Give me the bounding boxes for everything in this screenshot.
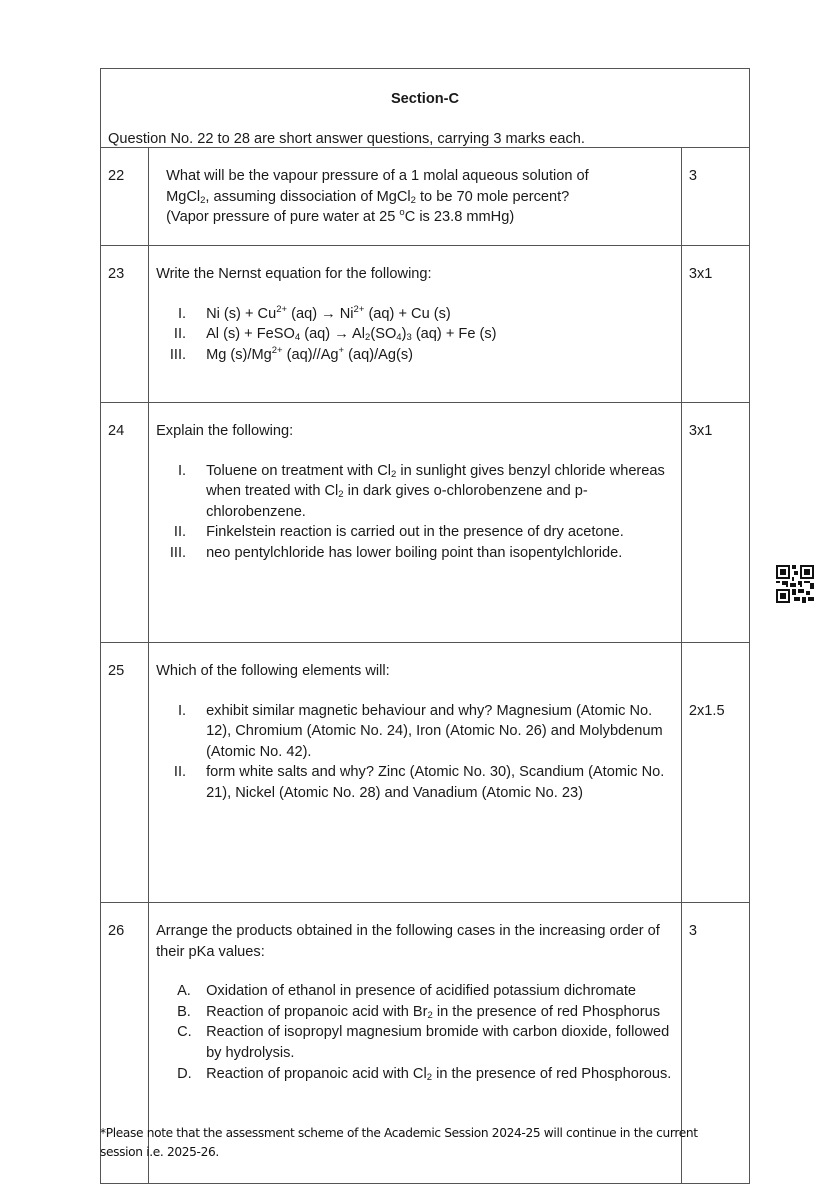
question-number: 24 — [101, 403, 149, 643]
sub-question-list — [156, 701, 675, 804]
question-marks: 3x1 — [681, 403, 749, 643]
sub-question: C. Reaction of isopropyl magnesium bromide with carbon dioxide, followed by hydrolysis. — [177, 1024, 670, 1061]
question-line: MgCl$_2$, assuming dissociation of MgCl$_2$ to be 70 mole percent? — [166, 188, 570, 206]
question-text — [149, 246, 682, 403]
sub-question: III. neo pentylchloride has lower boiling point than isopentylchloride. — [169, 544, 623, 561]
sub-question: II. Finkelstein reaction is carried out in the presence of dry acetone. — [173, 524, 624, 541]
question-row-24 — [101, 403, 750, 643]
question-stem: Which of the following elements will: — [156, 663, 390, 679]
question-line: What will be the vapour pressure of a 1 molal aqueous solution of — [166, 168, 589, 184]
question-row-25 — [101, 643, 750, 903]
question-marks: 3x1 — [681, 246, 749, 403]
question-stem: Write the Nernst equation for the following: — [156, 266, 432, 282]
section-instruction: Question No. 22 to 28 are short answer questions, carrying 3 marks each. — [108, 131, 585, 147]
question-stem: Explain the following: — [156, 423, 294, 439]
sub-question: I. Ni $(s) + Cu^{2+}$ $(aq) \to Ni^{2+}$ (aq) + Cu (s) — [177, 303, 451, 322]
arrow-icon: → — [334, 326, 349, 343]
sub-question: II. form white salts and why? Zinc (Atomic No. 30), Scandium (Atomic No. 21), Nickel (Atomic No. 28) and Vanadium (Atomic No. 23) — [173, 764, 665, 801]
question-number: 22 — [101, 148, 149, 246]
sub-question: I. exhibit similar magnetic behaviour and why? Magnesium (Atomic No. 12), Chromium (Atomic No. 24), Iron (Atomic No. 26) and Molybdenum (Atomic No. 42). — [177, 702, 663, 760]
question-marks: 3 — [681, 903, 749, 1184]
footnote — [100, 1124, 740, 1162]
question-stem: Arrange the products obtained in the following cases in the increasing order of their pKa values: — [156, 923, 660, 960]
sub-question-list — [156, 304, 675, 366]
sub-question: II. Al (s) + FeSO$_4$ $(aq) \to Al_2(SO_4)_3$ (aq) + Fe (s) — [173, 326, 497, 344]
question-text — [149, 643, 682, 903]
sub-question: D. Reaction of propanoic acid with $Cl_2$ in the presence of red Phosphorous. — [177, 1065, 672, 1083]
question-row-23 — [101, 246, 750, 403]
question-number: 23 — [101, 246, 149, 403]
sub-question: B. Reaction of propanoic acid with $Br_2$ in the presence of red Phosphorus — [177, 1003, 660, 1021]
question-row-22 — [101, 148, 750, 246]
section-title: Section-C — [390, 91, 460, 107]
question-marks: 2x1.5 — [681, 643, 749, 903]
sub-question-list — [156, 981, 675, 1084]
question-marks: 3 — [681, 148, 749, 246]
question-number: 26 — [101, 903, 149, 1184]
sub-question: I. Toluene on treatment with $Cl_2$ in sunlight gives benzyl chloride whereas when treated with $Cl_2$ in dark gives o-chlorobenzene and p-chlorobenzene. — [177, 462, 665, 520]
footnote-line: *Please note that the assessment scheme of the Academic Session 2024-25 will continue in the current — [100, 1126, 698, 1140]
sub-question-list — [156, 461, 675, 564]
question-text — [149, 148, 682, 246]
section-header — [101, 69, 750, 148]
sub-question: A. Oxidation of ethanol in presence of acidified potassium dichromate — [177, 983, 637, 1000]
question-text — [149, 403, 682, 643]
section-c-table — [100, 68, 750, 1184]
question-line: (Vapor pressure of pure water at 25 $^o$C is 23.8 mmHg) — [166, 207, 515, 226]
qr-code-icon — [776, 565, 814, 603]
arrow-icon: → — [321, 305, 336, 322]
question-number: 25 — [101, 643, 149, 903]
sub-question: III. Mg $(s)/Mg^{2+}$ (aq)//Ag+ (aq)/Ag(s) — [169, 344, 414, 363]
footnote-line: session i.e. 2025-26. — [100, 1145, 219, 1159]
